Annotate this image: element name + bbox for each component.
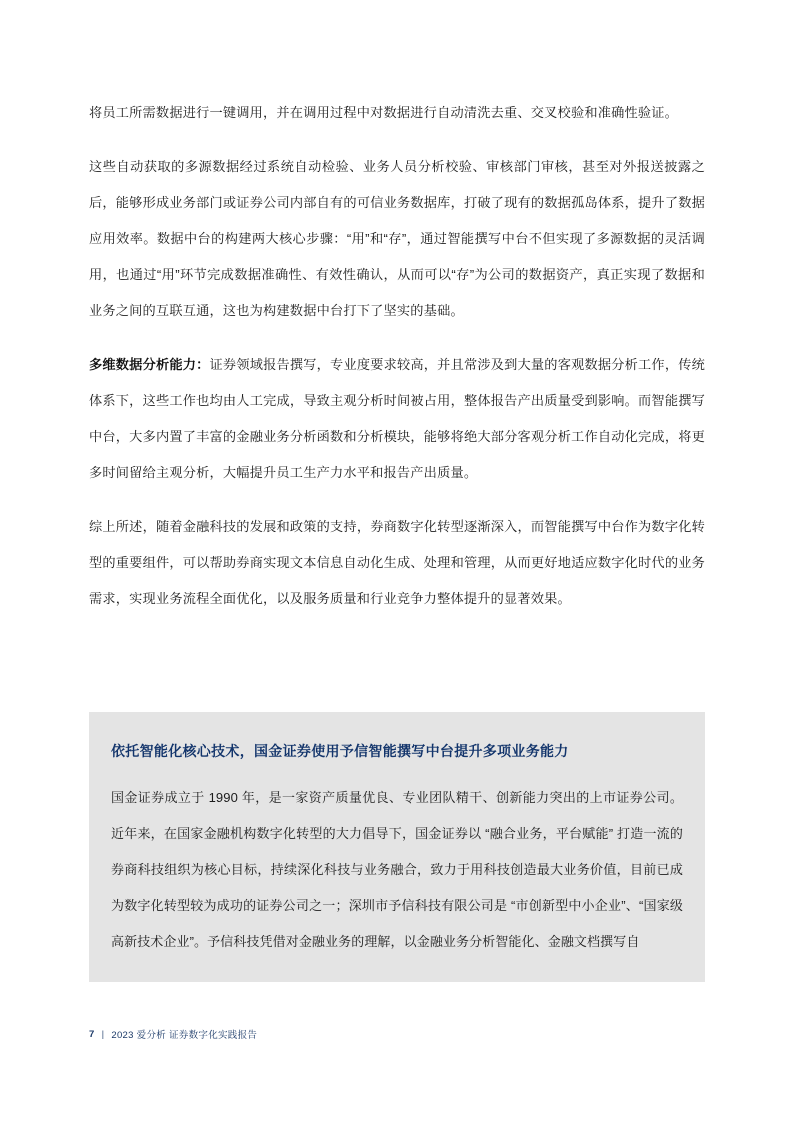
paragraph-continuation: 将员工所需数据进行一键调用，并在调用过程中对数据进行自动清洗去重、交叉校验和准确性验证。 [89, 105, 679, 120]
paragraph-multidimensional-analysis [89, 347, 705, 491]
callout-box [89, 712, 705, 982]
footer-page-number: 7 [89, 1028, 95, 1040]
page-footer [89, 1027, 257, 1041]
paragraph-lead-label: 多维数据分析能力： [89, 357, 210, 372]
footer-separator: | [101, 1028, 105, 1040]
paragraph-lead-text: 证券领域报告撰写，专业度要求较高，并且常涉及到大量的客观数据分析工作，传统体系下，这些工作也均由人工完成，导致主观分析时间被占用，整体报告产出质量受到影响。而智能撰写中台，大多内置了丰富的金融业务分析函数和分析模块，能够将绝大部分客观分析工作自动化完成，将更多时间留给主观分析，大幅提升员工生产力水平和报告产出质量。 [89, 357, 705, 480]
paragraph-summary: 综上所述，随着金融科技的发展和政策的支持，券商数字化转型逐渐深入，而智能撰写中台作为数字化转型的重要组件，可以帮助券商实现文本信息自动化生成、处理和管理，从而更好地适应数字化时代的业务需求，实现业务流程全面优化，以及服务质量和行业竞争力整体提升的显著效果。 [89, 519, 705, 606]
callout-body: 国金证券成立于 1990 年，是一家资产质量优良、专业团队精干、创新能力突出的上市证券公司。近年来，在国家金融机构数字化转型的大力倡导下，国金证券以 “融合业务，平台赋能” 打造一流的券商科技组织为核心目标，持续深化科技与业务融合，致力于用科技创造最大业务价值，目前已成为数字化转型较为成功的证券公司之一；深圳市予信科技有限公司是 “市创新型中小企业”、“国家级高新技术企业”。予信科技凭借对金融业务的理解，以金融业务分析智能化、金融文档撰写自 [111, 790, 683, 949]
callout-title: 依托智能化核心技术，国金证券使用予信智能撰写中台提升多项业务能力 [111, 743, 569, 759]
footer-report-label: 2023 爱分析 证券数字化实践报告 [111, 1030, 258, 1041]
paragraph-data-platform: 这些自动获取的多源数据经过系统自动检验、业务人员分析校验、审核部门审核，甚至对外报送披露之后，能够形成业务部门或证券公司内部自有的可信业务数据库，打破了现有的数据孤岛体系，提升了数据应用效率。数据中台的构建两大核心步骤：“用”和“存”，通过智能撰写中台不但实现了多源数据的灵活调用，也通过“用”环节完成数据准确性、有效性确认，从而可以“存”为公司的数据资产，真正实现了数据和业务之间的互联互通，这也为构建数据中台打下了坚实的基础。 [89, 159, 705, 318]
document-body [89, 95, 705, 631]
